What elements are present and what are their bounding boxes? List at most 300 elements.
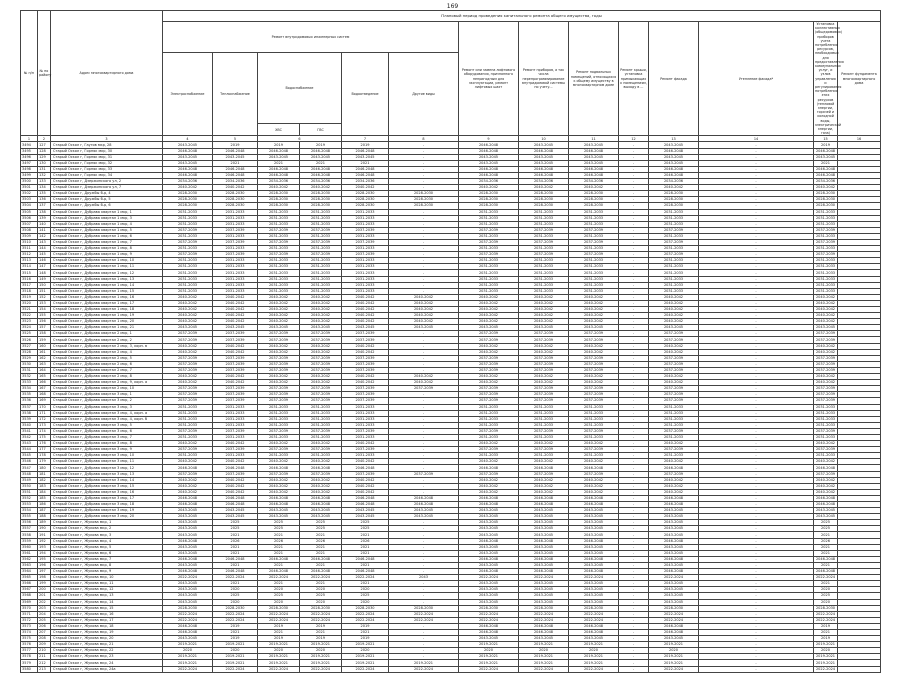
cell-insulation: 2031-2033	[649, 288, 699, 294]
cell-metering-devices: -	[699, 538, 814, 544]
cell-elevator: -	[389, 654, 459, 660]
cell-elevator: -	[389, 623, 459, 629]
cell-facade: -	[619, 447, 649, 453]
cell-row-number: 3570	[21, 605, 38, 611]
cell-region-number: 183	[38, 483, 51, 489]
cell-facade: -	[619, 508, 649, 514]
cell-drain: 2019-2021	[342, 642, 389, 648]
cell-drain: 2037-2039	[342, 428, 389, 434]
cell-insulation: 2043-2045	[649, 325, 699, 331]
cell-foundation: 2019-2021	[814, 660, 838, 666]
cell-roof: 2028-2030	[569, 203, 619, 209]
cell-facade: -	[619, 422, 649, 428]
cell-metering-devices: -	[699, 459, 814, 465]
cell-roof: 2046-2048	[569, 502, 619, 508]
cell-drain: 2031-2033	[342, 258, 389, 264]
cell-metering-devices: -	[699, 392, 814, 398]
cell-meter: 2031-2033	[459, 282, 519, 288]
cell-drain: 2037-2039	[342, 227, 389, 233]
cell-drain: 2026	[342, 538, 389, 544]
cell-hvs: 2025	[258, 526, 300, 532]
cell-foundation: 2046-2048	[814, 166, 838, 172]
cell-row-number: 3560	[21, 544, 38, 550]
cell-meter: 2020	[459, 648, 519, 654]
cell-heat: 2031-2033	[213, 434, 258, 440]
cell-foundation: 2040-2042	[814, 343, 838, 349]
cell-basement: 2022-2024	[519, 575, 569, 581]
cell-elevator: 2040-2042	[389, 380, 459, 386]
cell-drain: 2031-2033	[342, 246, 389, 252]
cell-region-number: 132	[38, 172, 51, 178]
cell-row-number: 3563	[21, 562, 38, 568]
cell-row-number: 3532	[21, 374, 38, 380]
cell-drain: 2037-2039	[342, 471, 389, 477]
cell-address: Старый Оскол г, Дубрава квартал 1 мкр, 18	[51, 307, 163, 313]
cell-basement: 2046-2048	[519, 556, 569, 562]
cell-hvs: 2019-2021	[258, 660, 300, 666]
cell-gvs: 2040-2042	[300, 307, 342, 313]
cell-region-number: 196	[38, 562, 51, 568]
cell-roof: 2020	[569, 648, 619, 654]
cell-electro: 2040-2042	[163, 349, 213, 355]
cell-roof: 2037-2039	[569, 367, 619, 373]
cell-gvs: 2031-2033	[300, 434, 342, 440]
cell-row-number: 3566	[21, 581, 38, 587]
cell-address: Старый Оскол г, Дубрава квартал 2 мкр, 7	[51, 367, 163, 373]
cell-heat: 2046-2048	[213, 502, 258, 508]
cell-elevator: -	[389, 258, 459, 264]
cell-electro: 2037-2039	[163, 252, 213, 258]
cell-electro: 2043-2045	[163, 526, 213, 532]
cell-region-number: 211	[38, 654, 51, 660]
cell-electro: 2040-2042	[163, 294, 213, 300]
cell-region-number: 190	[38, 526, 51, 532]
cell-metering-devices: -	[699, 349, 814, 355]
cell-facade: -	[619, 233, 649, 239]
cell-drain: 2040-2042	[342, 349, 389, 355]
cell-hvs: 2031-2033	[258, 288, 300, 294]
cell-foundation: 2031-2033	[814, 422, 838, 428]
cell-insulation: 2037-2039	[649, 355, 699, 361]
cell-insulation: 2043-2045	[649, 587, 699, 593]
cell-metering-devices: -	[699, 544, 814, 550]
cell-region-number: 159	[38, 337, 51, 343]
cell-basement: 2043-2045	[519, 160, 569, 166]
cell-hvs: 2022-2024	[258, 611, 300, 617]
cell-drain: 2022-2024	[342, 575, 389, 581]
cell-facade: -	[619, 629, 649, 635]
cell-foundation: 2037-2039	[814, 386, 838, 392]
cell-hvs: 2021	[258, 544, 300, 550]
cell-hvs: 2046-2048	[258, 495, 300, 501]
cell-heat: 2031-2033	[213, 270, 258, 276]
cell-meter: 2043-2045	[459, 581, 519, 587]
cell-foundation: 2031-2033	[814, 410, 838, 416]
cell-meter: 2043-2045	[459, 587, 519, 593]
cell-hvs: 2025	[258, 520, 300, 526]
cell-region-number: 208	[38, 636, 51, 642]
cell-electro: 2046-2048	[163, 623, 213, 629]
cell-meter: 2046-2048	[459, 502, 519, 508]
cell-roof: 2037-2039	[569, 252, 619, 258]
cell-insulation: 2037-2039	[649, 447, 699, 453]
cell-drain: 2046-2048	[342, 465, 389, 471]
cell-metering-devices: -	[699, 294, 814, 300]
cell-foundation: 2043-2045	[814, 325, 838, 331]
cell-insulation: 2022-2024	[649, 611, 699, 617]
cell-row-number: 3530	[21, 361, 38, 367]
cell-metering-devices: -	[699, 172, 814, 178]
cell-hvs: 2031-2033	[258, 270, 300, 276]
cell-region-number: 173	[38, 422, 51, 428]
cell-basement: 2043-2045	[519, 593, 569, 599]
cell-foundation: 2037-2039	[814, 355, 838, 361]
cell-region-number: 160	[38, 343, 51, 349]
cell-insulation: 2040-2042	[649, 441, 699, 447]
cell-address: Старый Оскол г, Жукова мкр, 12	[51, 587, 163, 593]
cell-gvs: 2037-2039	[300, 447, 342, 453]
cell-address: Старый Оскол г, Дубрава квартал 3 мкр, 3	[51, 404, 163, 410]
header-hvs: ХВС	[258, 124, 300, 136]
cell-meter: 2019-2021	[459, 654, 519, 660]
cell-heat: 2037-2039	[213, 227, 258, 233]
cell-facade: -	[619, 325, 649, 331]
cell-basement: 2040-2042	[519, 441, 569, 447]
cell-elevator: -	[389, 148, 459, 154]
header-foundation: Ремонт фундамента многоквартирного дома	[838, 22, 881, 136]
cell-row-number: 3531	[21, 367, 38, 373]
cell-region-number: 167	[38, 386, 51, 392]
cell-address: Старый Оскол г, Дубрава квартал 3 мкр, 4, корп. а	[51, 410, 163, 416]
cell-drain: 2037-2039	[342, 331, 389, 337]
cell-electro: 2031-2033	[163, 453, 213, 459]
cell-facade: -	[619, 221, 649, 227]
cell-row-number: 3541	[21, 428, 38, 434]
cell-heat: 2021	[213, 544, 258, 550]
header-water: Водоснабжение	[258, 53, 342, 124]
cell-electro: 2043-2045	[163, 593, 213, 599]
cell-region-number: 182	[38, 477, 51, 483]
cell-row-number: 3572	[21, 617, 38, 623]
cell-region-number: 154	[38, 307, 51, 313]
column-number: 9	[459, 136, 519, 142]
cell-basement: 2043-2045	[519, 154, 569, 160]
cell-row-number: 3544	[21, 447, 38, 453]
cell-electro: 2031-2033	[163, 422, 213, 428]
cell-basement: 2019-2021	[519, 660, 569, 666]
cell-elevator: -	[389, 215, 459, 221]
cell-gvs: 2037-2039	[300, 471, 342, 477]
cell-insulation: 2040-2042	[649, 477, 699, 483]
cell-facade: -	[619, 239, 649, 245]
cell-insulation: 2031-2033	[649, 221, 699, 227]
cell-gvs: 2037-2039	[300, 355, 342, 361]
cell-meter: 2031-2033	[459, 276, 519, 282]
cell-foundation: 2040-2042	[814, 313, 838, 319]
cell-gvs: 2019	[300, 636, 342, 642]
cell-foundation: 2031-2033	[814, 288, 838, 294]
cell-foundation: 2021	[814, 544, 838, 550]
cell-elevator: 2028-2030	[389, 203, 459, 209]
cell-roof: 2043-2045	[569, 160, 619, 166]
cell-metering-devices: -	[699, 252, 814, 258]
cell-address: Старый Оскол г, Дубрава квартал 1 мкр, 17	[51, 300, 163, 306]
header-gvs: ГВС	[300, 124, 342, 136]
cell-metering-devices: -	[699, 331, 814, 337]
cell-basement: 2031-2033	[519, 416, 569, 422]
cell-row-number: 3517	[21, 282, 38, 288]
cell-heat: 2031-2033	[213, 282, 258, 288]
cell-heat: 2046-2048	[213, 569, 258, 575]
cell-row-number: 3546	[21, 459, 38, 465]
cell-heat: 2031-2033	[213, 410, 258, 416]
cell-roof: 2043-2045	[569, 526, 619, 532]
cell-electro: 2043-2045	[163, 636, 213, 642]
cell-basement: 2043-2045	[519, 550, 569, 556]
cell-elevator: 2028-2030	[389, 605, 459, 611]
cell-hvs: 2031-2033	[258, 246, 300, 252]
cell-electro: 2046-2048	[163, 569, 213, 575]
cell-address: Старый Оскол г, Дубрава квартал 3 мкр, 15	[51, 483, 163, 489]
cell-electro: 2040-2042	[163, 300, 213, 306]
cell-row-number: 3503	[21, 197, 38, 203]
cell-heat: 2043-2045	[213, 514, 258, 520]
cell-insulation: 2031-2033	[649, 416, 699, 422]
cell-electro: 2043-2045	[163, 550, 213, 556]
cell-drain: 2040-2042	[342, 459, 389, 465]
cell-metering-devices: -	[699, 623, 814, 629]
cell-elevator: -	[389, 416, 459, 422]
cell-electro: 2031-2033	[163, 264, 213, 270]
cell-meter: 2037-2039	[459, 398, 519, 404]
cell-facade: -	[619, 361, 649, 367]
cell-address: Старый Оскол г, Дубрава квартал 3 мкр, 1	[51, 392, 163, 398]
cell-foundation: 2031-2033	[814, 215, 838, 221]
cell-elevator: -	[389, 246, 459, 252]
cell-insulation: 2031-2033	[649, 410, 699, 416]
cell-roof: 2031-2033	[569, 422, 619, 428]
cell-basement: 2046-2048	[519, 538, 569, 544]
cell-foundation: 2037-2039	[814, 337, 838, 343]
cell-insulation: 2040-2042	[649, 343, 699, 349]
cell-gvs: 2019-2021	[300, 660, 342, 666]
cell-gvs: 2022-2024	[300, 575, 342, 581]
cell-row-number: 3504	[21, 203, 38, 209]
cell-elevator: -	[389, 483, 459, 489]
capital-repair-schedule-table	[20, 10, 881, 673]
cell-heat: 2021	[213, 160, 258, 166]
cell-hvs: 2031-2033	[258, 215, 300, 221]
cell-electro: 2040-2042	[163, 307, 213, 313]
cell-electro: 2031-2033	[163, 221, 213, 227]
cell-roof: 2043-2045	[569, 599, 619, 605]
cell-roof: 2031-2033	[569, 416, 619, 422]
cell-elevator: -	[389, 361, 459, 367]
cell-foundation: 2046-2048	[814, 495, 838, 501]
cell-foundation: 2037-2039	[814, 252, 838, 258]
cell-metering-devices: -	[699, 489, 814, 495]
cell-gvs: 2021	[300, 160, 342, 166]
header-other: Другие виды	[389, 53, 459, 136]
cell-address: Старый Оскол г, Дубрава квартал 1 мкр, 11	[51, 264, 163, 270]
cell-facade: -	[619, 337, 649, 343]
cell-hvs: 2031-2033	[258, 453, 300, 459]
cell-elevator: -	[389, 227, 459, 233]
cell-facade: -	[619, 428, 649, 434]
cell-metering-devices: -	[699, 197, 814, 203]
cell-hvs: 2028-2030	[258, 203, 300, 209]
cell-electro: 2046-2048	[163, 172, 213, 178]
cell-hvs: 2037-2039	[258, 227, 300, 233]
cell-gvs: 2022-2024	[300, 666, 342, 672]
cell-electro: 2046-2048	[163, 629, 213, 635]
cell-foundation: 2028-2030	[814, 203, 838, 209]
cell-metering-devices: -	[699, 300, 814, 306]
cell-insulation: 2028-2030	[649, 203, 699, 209]
cell-heat: 2031-2033	[213, 233, 258, 239]
cell-address: Старый Оскол г, Дубрава квартал 1 мкр, 5	[51, 227, 163, 233]
cell-gvs: 2037-2039	[300, 361, 342, 367]
cell-row-number: 3522	[21, 313, 38, 319]
cell-drain: 2040-2042	[342, 307, 389, 313]
cell-gvs: 2025	[300, 520, 342, 526]
cell-metering-devices: -	[699, 495, 814, 501]
cell-facade: -	[619, 300, 649, 306]
cell-drain: 2040-2042	[342, 477, 389, 483]
cell-roof: 2031-2033	[569, 288, 619, 294]
cell-electro: 2043-2045	[163, 532, 213, 538]
cell-row-number: 3551	[21, 489, 38, 495]
cell-drain: 2021	[342, 629, 389, 635]
cell-region-number: 135	[38, 191, 51, 197]
cell-meter: 2028-2030	[459, 191, 519, 197]
cell-row-number: 3547	[21, 465, 38, 471]
cell-hvs: 2025	[258, 593, 300, 599]
cell-hvs: 2037-2039	[258, 337, 300, 343]
cell-drain: 2021	[342, 581, 389, 587]
cell-roof: 2037-2039	[569, 392, 619, 398]
cell-region-number: 180	[38, 465, 51, 471]
cell-facade: -	[619, 258, 649, 264]
cell-address: Старый Оскол г, Дубрава квартал 3 мкр, 7	[51, 434, 163, 440]
cell-roof: 2037-2039	[569, 239, 619, 245]
cell-elevator: 2019-2021	[389, 660, 459, 666]
cell-metering-devices: -	[699, 453, 814, 459]
cell-row-number: 3511	[21, 246, 38, 252]
cell-basement: 2046-2048	[519, 166, 569, 172]
cell-address: Старый Оскол г, Дубрава квартал 3 мкр, 20	[51, 514, 163, 520]
cell-facade: -	[619, 398, 649, 404]
cell-roof: 2034-2036	[569, 179, 619, 185]
cell-hvs: 2026	[258, 538, 300, 544]
cell-hvs: 2037-2039	[258, 355, 300, 361]
cell-facade: -	[619, 459, 649, 465]
cell-foundation: 2040-2042	[814, 459, 838, 465]
cell-row-number: 3506	[21, 215, 38, 221]
header-roof: Ремонт крыши, установка примыкающих к помещениям, выходу в ...	[619, 22, 649, 136]
cell-meter: 2040-2042	[459, 319, 519, 325]
cell-roof: 2046-2048	[569, 569, 619, 575]
cell-hvs: 2037-2039	[258, 331, 300, 337]
cell-insulation: 2031-2033	[649, 258, 699, 264]
cell-foundation: 2046-2048	[814, 556, 838, 562]
cell-heat: 2046-2048	[213, 495, 258, 501]
cell-heat: 2040-2042	[213, 441, 258, 447]
cell-heat: 2040-2042	[213, 374, 258, 380]
cell-basement: 2031-2033	[519, 221, 569, 227]
cell-region-number: 204	[38, 611, 51, 617]
cell-electro: 2043-2045	[163, 562, 213, 568]
cell-row-number: 3538	[21, 410, 38, 416]
cell-row-number: 3565	[21, 575, 38, 581]
cell-insulation: 2022-2024	[649, 617, 699, 623]
cell-hvs: 2031-2033	[258, 233, 300, 239]
cell-electro: 2040-2042	[163, 489, 213, 495]
cell-gvs: 2022-2024	[300, 617, 342, 623]
cell-electro: 2031-2033	[163, 246, 213, 252]
cell-region-number: 178	[38, 453, 51, 459]
cell-drain: 2037-2039	[342, 392, 389, 398]
cell-address: Старый Оскол г, Дубрава квартал 2 мкр, 4	[51, 349, 163, 355]
cell-heat: 2028-2030	[213, 197, 258, 203]
cell-meter: 2040-2042	[459, 483, 519, 489]
page-number: 169	[446, 3, 459, 10]
cell-roof: 2031-2033	[569, 215, 619, 221]
cell-drain: 2040-2042	[342, 380, 389, 386]
cell-elevator: 2022-2024	[389, 611, 459, 617]
cell-meter: 2031-2033	[459, 453, 519, 459]
cell-meter: 2031-2033	[459, 233, 519, 239]
cell-roof: 2046-2048	[569, 495, 619, 501]
cell-drain: 2031-2033	[342, 270, 389, 276]
cell-elevator: 2046-2048	[389, 502, 459, 508]
cell-drain: 2040-2042	[342, 343, 389, 349]
cell-heat: 2037-2039	[213, 361, 258, 367]
cell-elevator: -	[389, 453, 459, 459]
cell-heat: 2040-2042	[213, 349, 258, 355]
cell-basement: 2037-2039	[519, 227, 569, 233]
cell-elevator: -	[389, 233, 459, 239]
cell-row-number: 3568	[21, 593, 38, 599]
column-number: 1	[21, 136, 38, 142]
cell-row-number: 3574	[21, 629, 38, 635]
cell-row-number: 3579	[21, 660, 38, 666]
cell-basement: 2037-2039	[519, 398, 569, 404]
cell-heat: 2037-2039	[213, 471, 258, 477]
cell-heat: 2046-2048	[213, 148, 258, 154]
cell-foundation: 2040-2042	[814, 483, 838, 489]
header-heat: Теплоснабжение	[213, 53, 258, 136]
cell-insulation: 2043-2045	[649, 593, 699, 599]
cell-meter: 2046-2048	[459, 172, 519, 178]
cell-address: Старый Оскол г, Дубрава квартал 3 мкр, 10	[51, 453, 163, 459]
cell-hvs: 2021	[258, 581, 300, 587]
cell-row-number: 3575	[21, 636, 38, 642]
cell-drain: 2040-2042	[342, 441, 389, 447]
cell-address: Старый Оскол г, Дубрава квартал 2 мкр, 9, корп. а	[51, 380, 163, 386]
cell-region-number: 158	[38, 331, 51, 337]
cell-electro: 2040-2042	[163, 374, 213, 380]
cell-drain: 2031-2033	[342, 276, 389, 282]
cell-elevator: 2040-2042	[389, 300, 459, 306]
cell-elevator: 2040-2042	[389, 313, 459, 319]
cell-metering-devices: -	[699, 233, 814, 239]
cell-drain: 2031-2033	[342, 264, 389, 270]
cell-row-number: 3561	[21, 550, 38, 556]
cell-facade: -	[619, 581, 649, 587]
cell-drain: 2037-2039	[342, 337, 389, 343]
cell-heat: 2031-2033	[213, 276, 258, 282]
